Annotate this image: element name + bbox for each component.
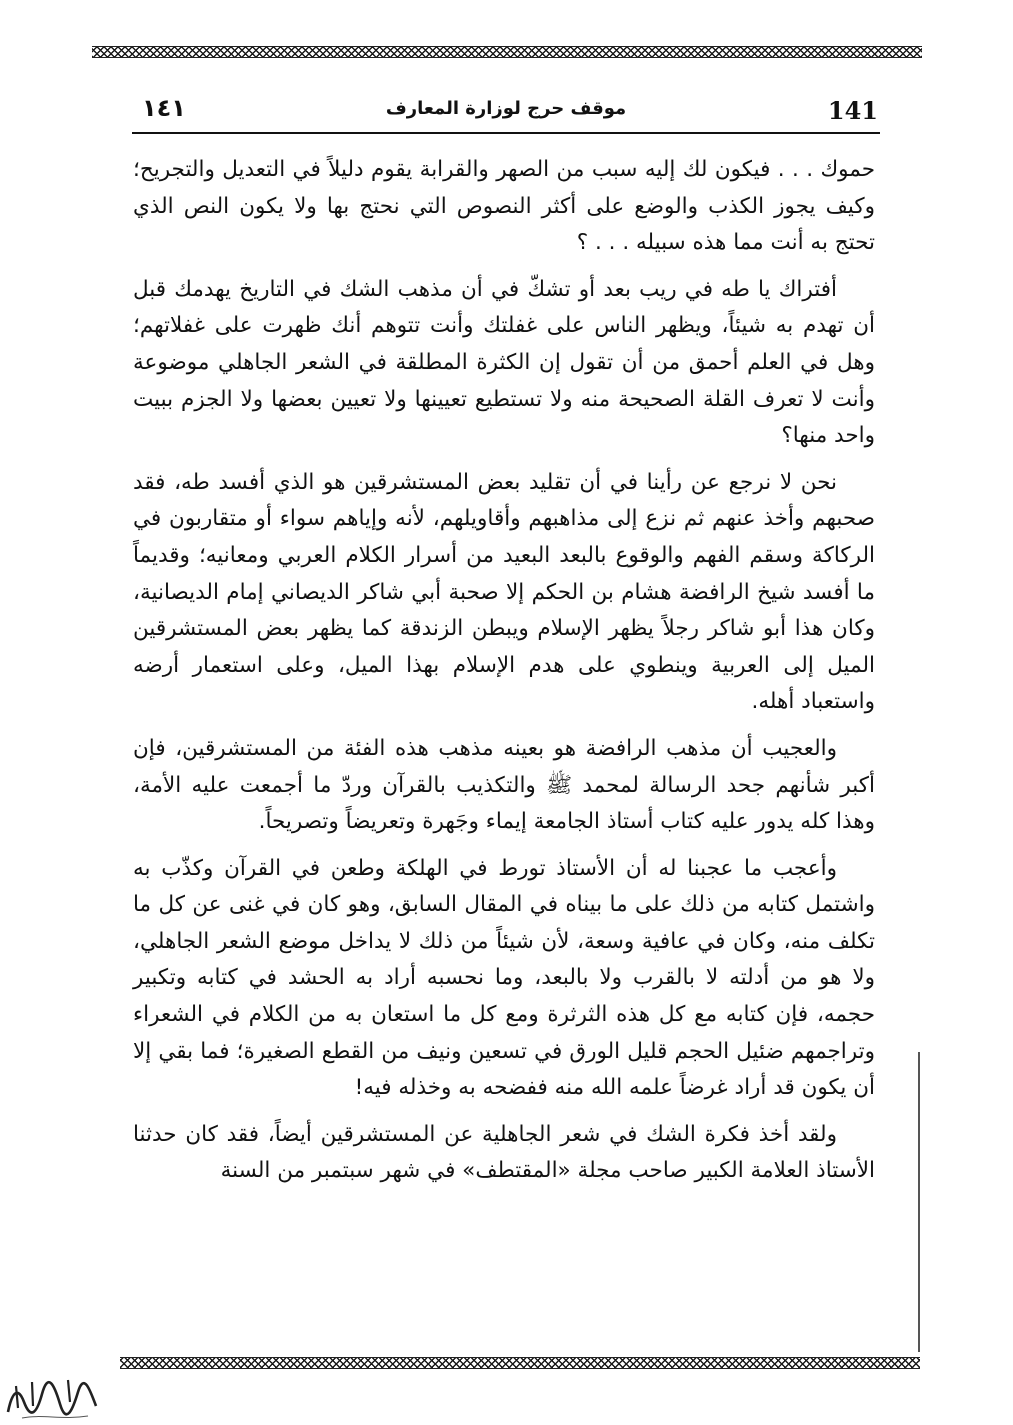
paragraph: والعجيب أن مذهب الرافضة هو بعينه مذهب هذه الفئة من المستشرقين، فإن أكبر شأنهم جحد الرسالة لمحمد ﷺ والتكذيب بالقرآن وردّ ما أجمعت عليه الأمة، وهذا كله يدور عليه كتاب أستاذ الجامعة إيماء وجَهرة وتعريضاً وتصريحاً. (133, 735, 875, 835)
margin-line (918, 1052, 920, 1352)
page-body (133, 152, 875, 1200)
paragraph: وأعجب ما عجبنا له أن الأستاذ تورط في الهلكة وطعن في القرآن وكذّب به واشتمل كتابه من ذلك على ما بيناه في المقال السابق، وهو كان في غنى عن كل ما تكلف منه، وكان في عافية وسعة، لأن شيئاً من ذلك لا يداخل موضع الشعر الجاهلي، ولا هو من أدلته لا بالقرب ولا بالبعد، وما نحسبه أراد به الحشد في كتابه وتكبير حجمه، فإن كتابه مع كل هذه الثرثرة ومع كل ما استعان به من الكلام في الشعراء وتراجمهم ضئيل الحجم قليل الورق في تسعين ونيف من القطع الصغيرة؛ فما بقي إلا أن يكون قد أراد غرضاً علمه الله منه ففضحه به وخذله فيه! (133, 855, 875, 1101)
paragraph: نحن لا نرجع عن رأينا في أن تقليد بعض المستشرقين هو الذي أفسد طه، فقد صحبهم وأخذ عنهم ثم نزع إلى مذاهبهم وأقاويلهم، لأنه وإياهم سواء أو متقاربون في الركاكة وسقم الفهم والوقوع بالبعد البعيد من أسرار الكلام العربي ومعانيه؛ وقديماً ما أفسد شيخ الرافضة هشام بن الحكم إلا صحبة أبي شاكر الديصاني إمام الديصانية، وكان هذا أبو شاكر رجلاً يظهر الإسلام ويبطن الزندقة كما يظهر بعض المستشرقين الميل إلى العربية وينطوي على هدم الإسلام بهذا الميل، وعلى استعمار أرضه واستعباد أهله. (133, 469, 875, 715)
paragraph: أفتراك يا طه في ريب بعد أو تشكّ في أن مذهب الشك في التاريخ يهدمك قبل أن تهدم به شيئاً، ويظهر الناس على غفلتك وأنت تتوهم أنك ظهرت على غفلاتهم؛ وهل في العلم أحمق من أن تقول إن الكثرة المطلقة في الشعر الجاهلي موضوعة وأنت لا تعرف القلة الصحيحة منه ولا تستطيع تعيينها ولا تعيين بعضها ولا الجزم ببيت واحد منها؟ (133, 276, 875, 449)
calligraphy-watermark-logo (2, 1372, 102, 1422)
decorative-top-border (92, 46, 922, 58)
paragraph: حموك . . . فيكون لك إليه سبب من الصهر والقرابة يقوم دليلاً في التعديل والتجريح؛ وكيف يجوز الكذب والوضع على أكثر النصوص التي نحتج بها ولا يكون النص الذي تحتج به أنت مما هذه سبيله . . . ؟ (133, 157, 875, 256)
header-rule (132, 132, 880, 134)
page-number-arabic: ١٤١ (142, 94, 186, 122)
decorative-bottom-border (120, 1357, 920, 1369)
paragraph: ولقد أخذ فكرة الشك في شعر الجاهلية عن المستشرقين أيضاً، فقد كان حدثنا الأستاذ العلامة الكبير صاحب مجلة «المقتطف» في شهر سبتمبر من السنة (133, 1121, 875, 1184)
page-header (132, 94, 880, 134)
running-title: موقف حرج لوزارة المعارف (385, 98, 627, 119)
page-number-latin: 141 (827, 96, 878, 125)
